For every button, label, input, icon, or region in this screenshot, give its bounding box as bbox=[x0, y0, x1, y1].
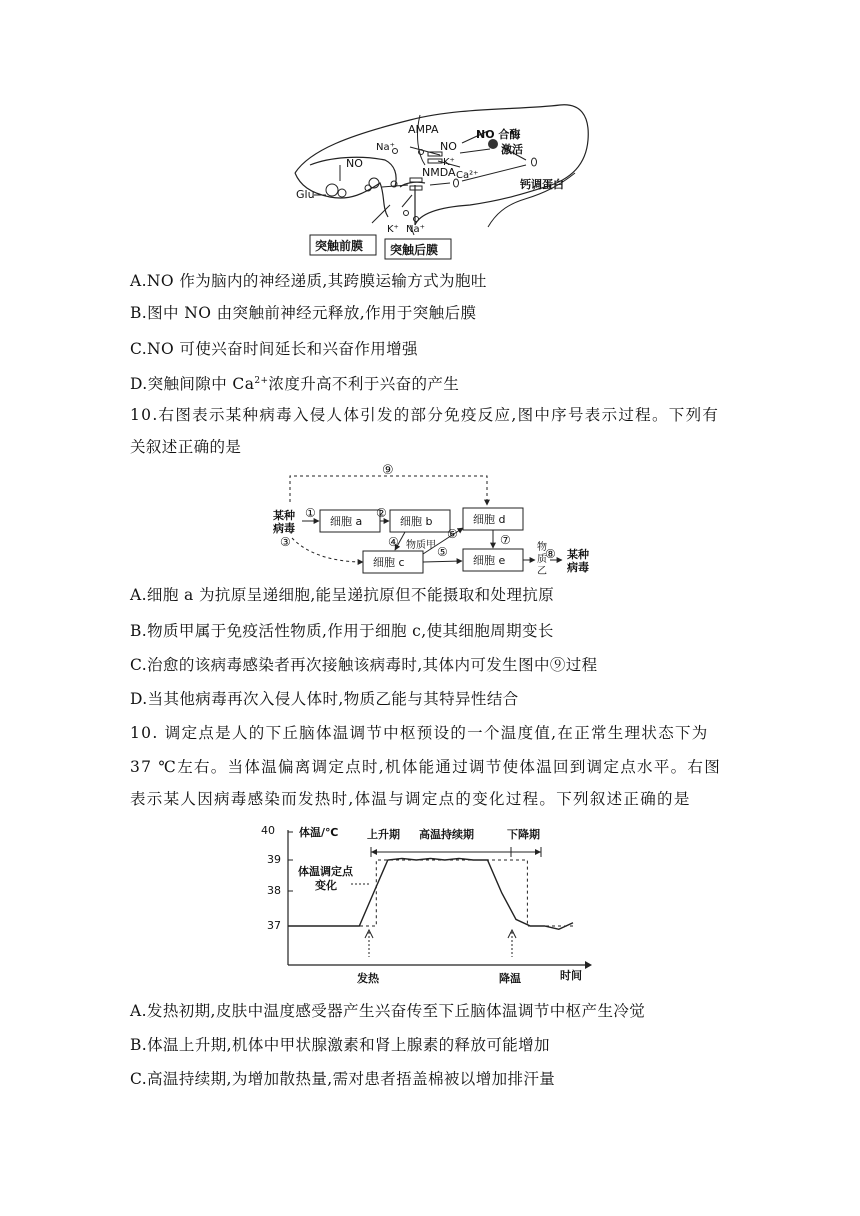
setpoint-annotation-line2: 变化 bbox=[315, 879, 337, 892]
step-7: ⑦ bbox=[500, 533, 511, 547]
step-3: ③ bbox=[280, 535, 291, 549]
na-bottom-label: Na⁺ bbox=[406, 224, 425, 235]
cell-d-label: 细胞 d bbox=[473, 513, 506, 526]
ampa-label: AMPA bbox=[408, 123, 439, 136]
immune-diagram bbox=[270, 462, 630, 582]
virus-start-line2: 病毒 bbox=[273, 522, 295, 535]
q9-option-a: A.NO 作为脑内的神经递质,其跨膜运输方式为胞吐 bbox=[130, 272, 487, 290]
q9-option-d-pre: D.突触间隙中 Ca bbox=[130, 375, 255, 394]
calmodulin-label: 钙调蛋白 bbox=[520, 178, 564, 191]
x-axis-label: 时间 bbox=[560, 969, 582, 982]
y-tick-37: 37 bbox=[267, 919, 281, 932]
fever-chart bbox=[255, 822, 605, 992]
event-cool: 降温 bbox=[499, 972, 521, 985]
step-1: ① bbox=[305, 506, 316, 520]
na-top-label: Na⁺ bbox=[376, 142, 395, 153]
period-fall: 下降期 bbox=[507, 828, 540, 841]
cell-b-label: 细胞 b bbox=[400, 515, 433, 528]
q10b-stem-line1: 10. 调定点是人的下丘脑体温调节中枢预设的一个温度值,在正常生理状态下为 bbox=[130, 724, 709, 742]
k-top-label: K⁺ bbox=[443, 157, 455, 168]
q10b-option-b: B.体温上升期,机体中甲状腺激素和肾上腺素的释放可能增加 bbox=[130, 1036, 550, 1054]
q9-option-c: C.NO 可使兴奋时间延长和兴奋作用增强 bbox=[130, 340, 418, 358]
synapse-diagram bbox=[290, 95, 590, 270]
y-tick-39: 39 bbox=[267, 853, 281, 866]
q9-option-b: B.图中 NO 由突触前神经元释放,作用于突触后膜 bbox=[130, 304, 477, 322]
cell-e-label: 细胞 e bbox=[473, 554, 506, 567]
q10a-stem-line1: 10.右图表示某种病毒入侵人体引发的部分免疫反应,图中序号表示过程。下列有 bbox=[130, 406, 720, 424]
substance-yi-3: 乙 bbox=[537, 566, 547, 577]
period-rise: 上升期 bbox=[367, 828, 400, 841]
q10b-stem-line3: 表示某人因病毒感染而发热时,体温与调定点的变化过程。下列叙述正确的是 bbox=[130, 790, 691, 808]
step-9: ⑨ bbox=[382, 463, 394, 478]
virus-start-line1: 某种 bbox=[273, 509, 295, 522]
virus-end-line2: 病毒 bbox=[567, 561, 589, 574]
q9-option-d bbox=[130, 370, 459, 395]
nmda-label: NMDA bbox=[422, 166, 456, 179]
cell-a-label: 细胞 a bbox=[330, 515, 363, 528]
period-high: 高温持续期 bbox=[419, 828, 474, 841]
no-enzyme-label: NO 合酶 bbox=[476, 128, 521, 141]
q10b-stem-line2: 37 ℃左右。当体温偏离调定点时,机体能通过调节使体温回到调定点水平。右图 bbox=[130, 758, 722, 776]
q9-option-d-sup: 2+ bbox=[254, 376, 269, 386]
q10b-option-a: A.发热初期,皮肤中温度感受器产生兴奋传至下丘脑体温调节中枢产生冷觉 bbox=[130, 1002, 646, 1020]
virus-end-line1: 某种 bbox=[567, 548, 589, 561]
substance-yi-1: 物 bbox=[537, 542, 547, 553]
q10a-option-b: B.物质甲属于免疫活性物质,作用于细胞 c,使其细胞周期变长 bbox=[130, 622, 554, 640]
substance-jia-label: 物质甲 bbox=[406, 540, 436, 551]
post-membrane-label: 突触后膜 bbox=[390, 243, 439, 257]
y-axis-label: 体温/℃ bbox=[299, 826, 339, 839]
no-top-label: NO bbox=[440, 140, 457, 153]
y-tick-38: 38 bbox=[267, 884, 281, 897]
step-6: ⑥ bbox=[447, 527, 458, 541]
no-left-label: NO bbox=[346, 157, 363, 170]
step-5: ⑤ bbox=[437, 545, 448, 559]
glu-label: Glu bbox=[296, 188, 315, 201]
setpoint-annotation-line1: 体温调定点 bbox=[298, 865, 353, 878]
q10a-option-c: C.治愈的该病毒感染者再次接触该病毒时,其体内可发生图中⑨过程 bbox=[130, 656, 598, 674]
step-2: ② bbox=[376, 506, 387, 520]
pre-membrane-label: 突触前膜 bbox=[315, 239, 364, 253]
event-fever: 发热 bbox=[357, 972, 379, 985]
activate-label: 激活 bbox=[501, 143, 523, 156]
q10a-stem-line2: 关叙述正确的是 bbox=[130, 438, 242, 456]
substance-yi-2: 质 bbox=[537, 554, 547, 565]
cell-c-label: 细胞 c bbox=[373, 556, 405, 569]
ca-label: Ca²⁺ bbox=[456, 170, 479, 181]
k-bottom-label: K⁺ bbox=[387, 224, 399, 235]
y-tick-40: 40 bbox=[261, 824, 275, 837]
q9-option-d-post: 浓度升高不利于兴奋的产生 bbox=[268, 375, 460, 394]
step-8: ⑧ bbox=[545, 547, 556, 561]
q10a-option-a: A.细胞 a 为抗原呈递细胞,能呈递抗原但不能摄取和处理抗原 bbox=[130, 586, 555, 604]
q10b-option-c: C.高温持续期,为增加散热量,需对患者捂盖棉被以增加排汗量 bbox=[130, 1070, 556, 1088]
q10a-option-d: D.当其他病毒再次入侵人体时,物质乙能与其特异性结合 bbox=[130, 690, 519, 708]
step-4: ④ bbox=[388, 535, 399, 549]
